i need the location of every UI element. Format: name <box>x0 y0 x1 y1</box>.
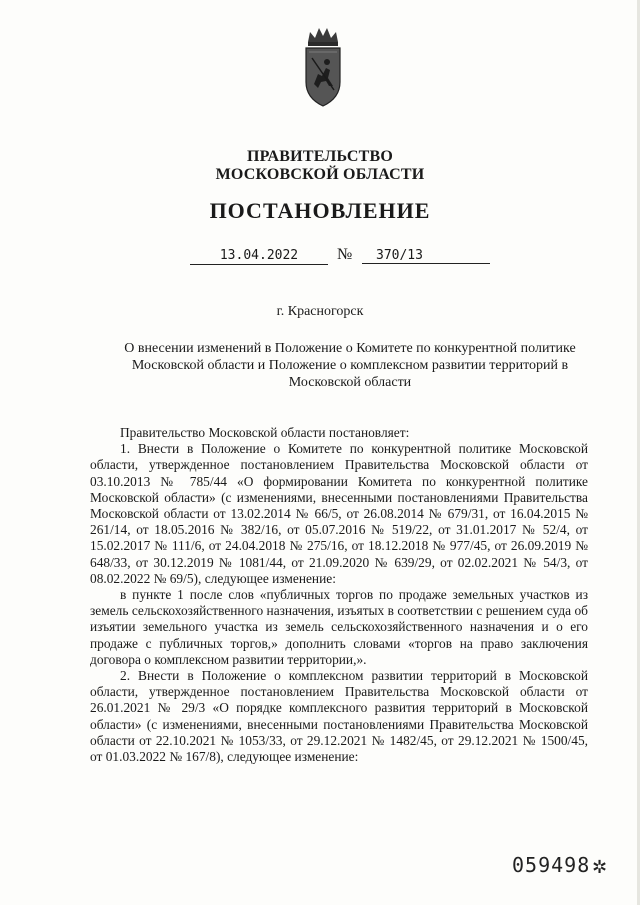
government-name-line2: МОСКОВСКОЙ ОБЛАСТИ <box>215 166 425 183</box>
body-paragraph-intro: Правительство Московской области постановляет: <box>120 425 410 440</box>
body-paragraph-2: в пункте 1 после слов «публичных торгов по продаже земельных участков из земель сельскохозяйственного назначения, изъятых в соответствии с решением суда об изъятии земельного участка из земель сельскохозяйственного назначения и о его продаже с публичных торгов,» дополнить словами «торгов на право заключения договора о комплексном развитии территории,». <box>90 587 588 667</box>
government-name-line1: ПРАВИТЕЛЬСТВО <box>246 148 394 165</box>
number-sign: № <box>337 246 353 263</box>
registration-line <box>190 248 490 268</box>
serial-mark-icon: ✲ <box>592 857 608 877</box>
body-paragraph-1: 1. Внести в Положение о Комитете по конкурентной политике Московской области, утвержденное постановлением Правительства Московской области от 03.10.2013 № 785/44 «О формировании Комитета по конкурентной политике Московской области» (с изменениями, внесенными постановлениями Правительства Московской области от 13.02.2014 № 66/5, от 26.08.2014 № 679/31, от 16.04.2015 № 261/14, от 18.05.2016 № 382/16, от 05.07.2016 № 519/22, от 31.01.2017 № 52/4, от 15.02.2017 № 111/6, от 24.04.2018 № 275/16, от 18.12.2018 № 977/45, от 26.09.2019 № 648/33, от 30.12.2019 № 1081/44, от 21.09.2020 № 639/29, от 02.02.2021 № 54/3, от 08.02.2022 № 69/5), следующее изменение: <box>90 441 588 586</box>
document-number: 370/13 <box>362 248 490 264</box>
body-paragraph-3: 2. Внести в Положение о комплексном развитии территорий в Московской области, утвержденное постановлением Правительства Московской области от 26.01.2021 № 29/3 «О порядке комплексного развития территорий в Московской области» (с изменениями, внесенными постановлениями Правительства Московской области от 22.10.2021 № 1053/33, от 29.12.2021 № 1482/45, от 29.12.2021 № 1500/45, от 01.03.2022 № 167/8), следующее изменение: <box>90 668 588 765</box>
document-date: 13.04.2022 <box>190 248 328 265</box>
coat-of-arms-icon <box>300 24 346 110</box>
document-body <box>90 425 588 765</box>
city-label: г. Красногорск <box>276 304 364 319</box>
serial-number: 059498 <box>512 853 591 877</box>
document-title: О внесении изменений в Положение о Комитете по конкурентной политике Московской области и Положение о комплексном развитии территорий в Московской области <box>124 341 576 390</box>
document-type-heading: ПОСТАНОВЛЕНИЕ <box>209 198 431 223</box>
